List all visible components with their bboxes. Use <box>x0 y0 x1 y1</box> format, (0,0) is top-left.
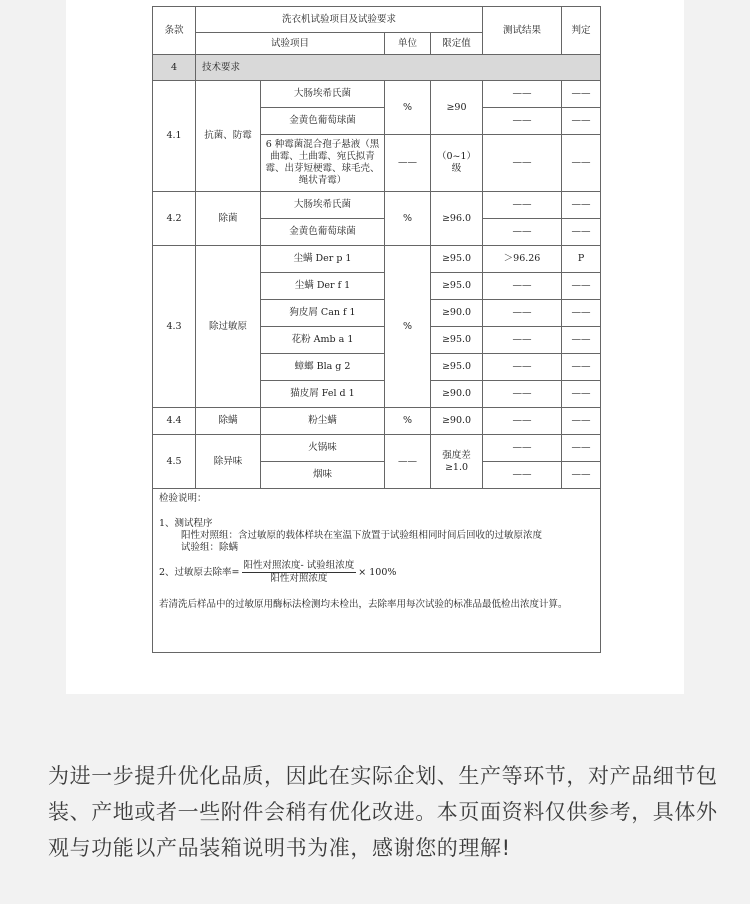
clause-4-1-name: 抗菌、防霉 <box>196 81 261 192</box>
table-cell-result: ＞96.26 <box>483 246 562 273</box>
table-cell-verdict: —— <box>562 381 601 408</box>
table-cell-limit: 强度差≥1.0 <box>431 435 483 489</box>
table-cell-limit: ≥95.0 <box>431 354 483 381</box>
table-cell-item: 金黄色葡萄球菌 <box>261 108 385 135</box>
table-cell-limit: ≥95.0 <box>431 246 483 273</box>
table-cell-result: —— <box>483 354 562 381</box>
notes-item-1: 1、测试程序 <box>159 518 213 529</box>
table-cell-result: —— <box>483 381 562 408</box>
section-title: 技术要求 <box>196 55 601 81</box>
table-cell-unit: —— <box>385 135 431 192</box>
clause-4-4: 4.4 <box>153 408 196 435</box>
clause-4-2: 4.2 <box>153 192 196 246</box>
table-cell-verdict: —— <box>562 273 601 300</box>
formula-denominator: 阳性对照浓度 <box>270 573 328 584</box>
table-cell-verdict: —— <box>562 327 601 354</box>
table-cell-limit: ≥95.0 <box>431 327 483 354</box>
table-cell-unit: % <box>385 408 431 435</box>
section-number: 4 <box>153 55 196 81</box>
table-cell-unit: % <box>385 81 431 135</box>
table-cell-verdict: P <box>562 246 601 273</box>
table-cell-verdict: —— <box>562 300 601 327</box>
removal-rate-formula <box>159 560 594 585</box>
table-cell-item: 尘螨 Der p 1 <box>261 246 385 273</box>
disclaimer-text: 为进一步提升优化品质，因此在实际企划、生产等环节，对产品细节包装、产地或者一些附件会稍有优化改进。本页面资料仅供参考，具体外观与功能以产品装箱说明书为准，感谢您的理解! <box>48 764 718 860</box>
clause-4-1: 4.1 <box>153 81 196 192</box>
table-cell-verdict: —— <box>562 219 601 246</box>
table-cell-item: 6 种霉菌混合孢子悬液（黑曲霉、土曲霉、宛氏拟青霉、出芽短梗霉、球毛壳、绳状青霉） <box>261 135 385 192</box>
formula-prefix: 2、过敏原去除率= <box>159 566 240 578</box>
inspection-notes <box>153 489 601 653</box>
document-sheet <box>66 0 684 694</box>
formula-suffix: × 100% <box>358 566 397 578</box>
table-cell-result: —— <box>483 81 562 108</box>
table-cell-unit: % <box>385 246 431 408</box>
table-cell-item: 粉尘螨 <box>261 408 385 435</box>
table-cell-unit: —— <box>385 435 431 489</box>
notes-item-3: 若清洗后样品中的过敏原用酶标法检测均未检出，去除率用每次试验的标准品最低检出浓度计算。 <box>159 599 568 610</box>
table-cell-verdict: —— <box>562 135 601 192</box>
table-cell-item: 猫皮屑 Fel d 1 <box>261 381 385 408</box>
table-cell-result: —— <box>483 300 562 327</box>
header-clause: 条款 <box>153 7 196 55</box>
table-cell-result: —— <box>483 108 562 135</box>
table-cell-item: 花粉 Amb a 1 <box>261 327 385 354</box>
header-group-title: 洗衣机试验项目及试验要求 <box>196 7 483 33</box>
notes-title: 检验说明： <box>159 493 207 504</box>
clause-4-5: 4.5 <box>153 435 196 489</box>
formula-numerator: 阳性对照浓度- 试验组浓度 <box>243 560 355 571</box>
table-cell-limit: ≥90.0 <box>431 381 483 408</box>
table-cell-item: 蟑螂 Bla g 2 <box>261 354 385 381</box>
table-cell-limit: （0~1）级 <box>431 135 483 192</box>
clause-4-5-name: 除异味 <box>196 435 261 489</box>
clause-4-3: 4.3 <box>153 246 196 408</box>
header-verdict: 判定 <box>562 7 601 55</box>
table-cell-item: 大肠埃希氏菌 <box>261 81 385 108</box>
table-cell-result: —— <box>483 435 562 462</box>
clause-4-2-name: 除菌 <box>196 192 261 246</box>
formula-fraction <box>242 560 357 585</box>
table-cell-result: —— <box>483 273 562 300</box>
table-cell-limit: ≥90.0 <box>431 408 483 435</box>
table-cell-verdict: —— <box>562 192 601 219</box>
clause-4-4-name: 除螨 <box>196 408 261 435</box>
table-cell-item: 尘螨 Der f 1 <box>261 273 385 300</box>
table-cell-verdict: —— <box>562 435 601 462</box>
table-cell-verdict: —— <box>562 354 601 381</box>
table-cell-limit: ≥90.0 <box>431 300 483 327</box>
table-cell-item: 大肠埃希氏菌 <box>261 192 385 219</box>
table-cell-limit: ≥95.0 <box>431 273 483 300</box>
table-cell-result: —— <box>483 219 562 246</box>
table-cell-item: 烟味 <box>261 462 385 489</box>
table-cell-result: —— <box>483 192 562 219</box>
test-requirements-table <box>152 6 601 653</box>
table-cell-result: —— <box>483 408 562 435</box>
table-cell-verdict: —— <box>562 408 601 435</box>
table-cell-unit: % <box>385 192 431 246</box>
table-cell-limit: ≥96.0 <box>431 192 483 246</box>
table-cell-result: —— <box>483 462 562 489</box>
table-cell-item: 火锅味 <box>261 435 385 462</box>
table-cell-result: —— <box>483 135 562 192</box>
table-cell-limit: ≥90 <box>431 81 483 135</box>
header-limit: 限定值 <box>431 33 483 55</box>
table-cell-item: 狗皮屑 Can f 1 <box>261 300 385 327</box>
notes-item-1a: 阳性对照组：含过敏原的载体样块在室温下放置于试验组相同时间后回收的过敏原浓度 <box>181 530 543 541</box>
table-cell-verdict: —— <box>562 108 601 135</box>
table-cell-result: —— <box>483 327 562 354</box>
header-unit: 单位 <box>385 33 431 55</box>
table-cell-item: 金黄色葡萄球菌 <box>261 219 385 246</box>
table-cell-verdict: —— <box>562 462 601 489</box>
header-item: 试验项目 <box>196 33 385 55</box>
notes-item-1b: 试验组：除螨 <box>181 542 239 553</box>
table-cell-verdict: —— <box>562 81 601 108</box>
clause-4-3-name: 除过敏原 <box>196 246 261 408</box>
header-result: 测试结果 <box>483 7 562 55</box>
